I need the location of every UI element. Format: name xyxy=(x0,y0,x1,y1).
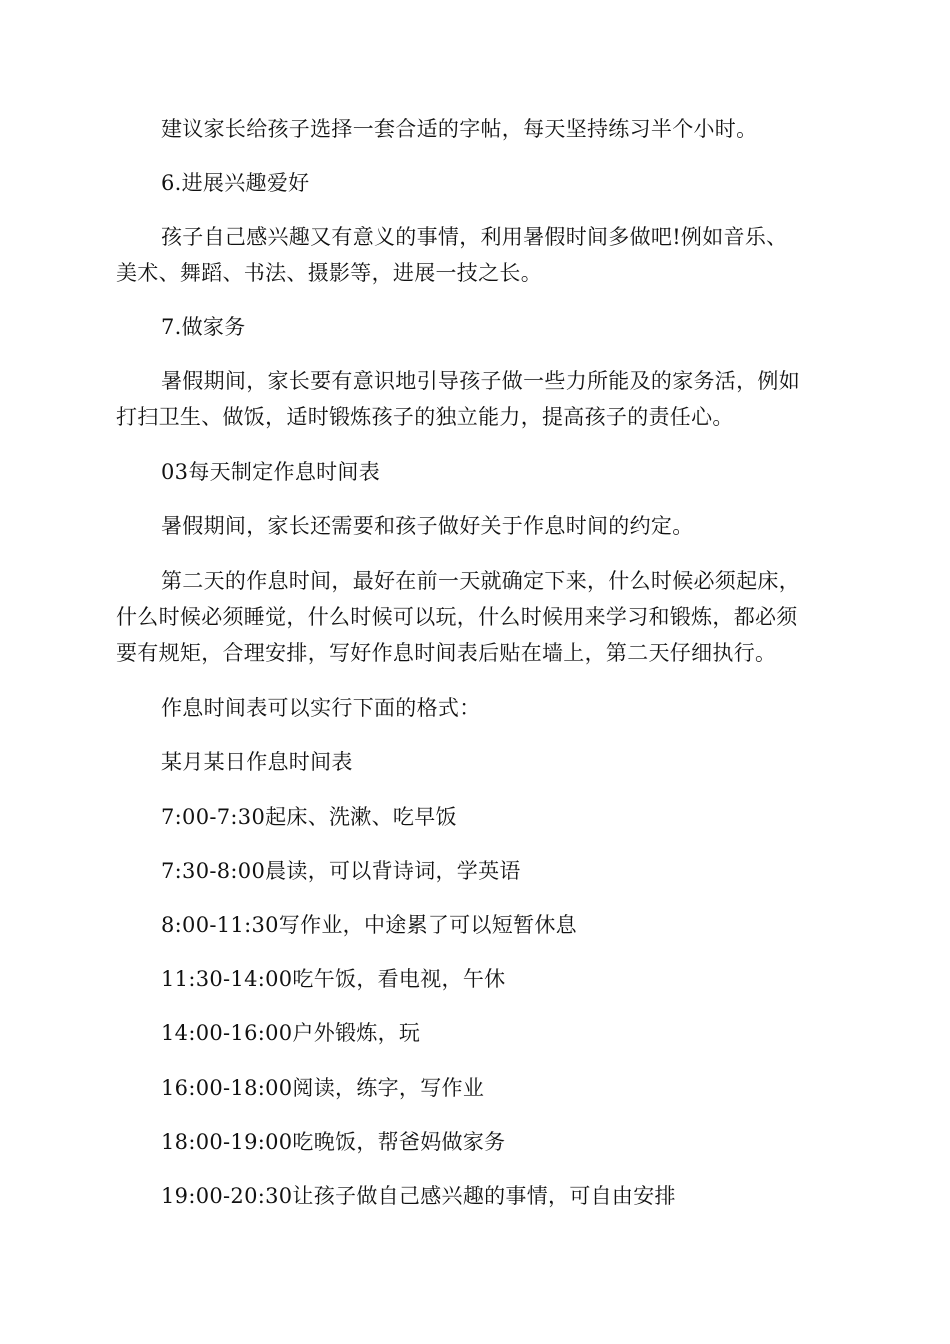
paragraph-schedule-details xyxy=(116,563,836,671)
text-line: 某月某日作息时间表 xyxy=(161,750,353,774)
text-line: 建议家长给孩子选择一套合适的字帖，每天坚持练习半个小时。 xyxy=(161,117,758,141)
text-line: 16:00-18:00阅读，练字，写作业 xyxy=(161,1076,485,1100)
text-line: 第二天的作息时间，最好在前一天就确定下来，什么时候必须起床， xyxy=(161,569,800,593)
text-line: 美术、舞蹈、书法、摄影等，进展一技之长。 xyxy=(116,261,542,285)
text-line: 8:00-11:30写作业，中途累了可以短暂休息 xyxy=(161,913,577,937)
schedule-item xyxy=(116,853,836,889)
schedule-item xyxy=(116,1070,836,1106)
paragraph-schedule-format xyxy=(116,690,836,726)
text-line: 什么时候必须睡觉，什么时候可以玩，什么时候用来学习和锻炼，都必须 xyxy=(116,605,798,629)
text-line: 03每天制定作息时间表 xyxy=(161,460,381,484)
text-line: 11:30-14:00吃午饭，看电视，午休 xyxy=(161,967,506,991)
heading-hobbies xyxy=(116,165,836,201)
text-line: 18:00-19:00吃晚饭，帮爸妈做家务 xyxy=(161,1130,506,1154)
paragraph-housework xyxy=(116,363,836,435)
paragraph-copybook-advice xyxy=(116,111,836,147)
heading-schedule xyxy=(116,454,836,490)
text-line: 要有规矩，合理安排，写好作息时间表后贴在墙上，第二天仔细执行。 xyxy=(116,641,777,665)
paragraph-schedule-agreement xyxy=(116,508,836,544)
text-line: 7:30-8:00晨读，可以背诗词，学英语 xyxy=(161,859,521,883)
text-line: 6.进展兴趣爱好 xyxy=(161,171,310,195)
text-line: 7:00-7:30起床、洗漱、吃早饭 xyxy=(161,805,457,829)
paragraph-hobbies xyxy=(116,219,836,291)
text-line: 暑假期间，家长还需要和孩子做好关于作息时间的约定。 xyxy=(161,514,694,538)
schedule-item xyxy=(116,961,836,997)
schedule-title xyxy=(116,744,836,780)
text-line: 7.做家务 xyxy=(161,315,246,339)
schedule-item xyxy=(116,907,836,943)
schedule-item xyxy=(116,1124,836,1160)
text-line: 19:00-20:30让孩子做自己感兴趣的事情，可自由安排 xyxy=(161,1184,676,1208)
text-line: 作息时间表可以实行下面的格式： xyxy=(161,696,481,720)
heading-housework xyxy=(116,309,836,345)
schedule-item xyxy=(116,1178,836,1214)
schedule-item xyxy=(116,1015,836,1051)
schedule-item xyxy=(116,799,836,835)
text-line: 14:00-16:00户外锻炼，玩 xyxy=(161,1021,421,1045)
text-line: 打扫卫生、做饭，适时锻炼孩子的独立能力，提高孩子的责任心。 xyxy=(116,405,734,429)
text-line: 暑假期间，家长要有意识地引导孩子做一些力所能及的家务活，例如 xyxy=(161,369,800,393)
text-line: 孩子自己感兴趣又有意义的事情，利用暑假时间多做吧!例如音乐、 xyxy=(161,225,788,249)
